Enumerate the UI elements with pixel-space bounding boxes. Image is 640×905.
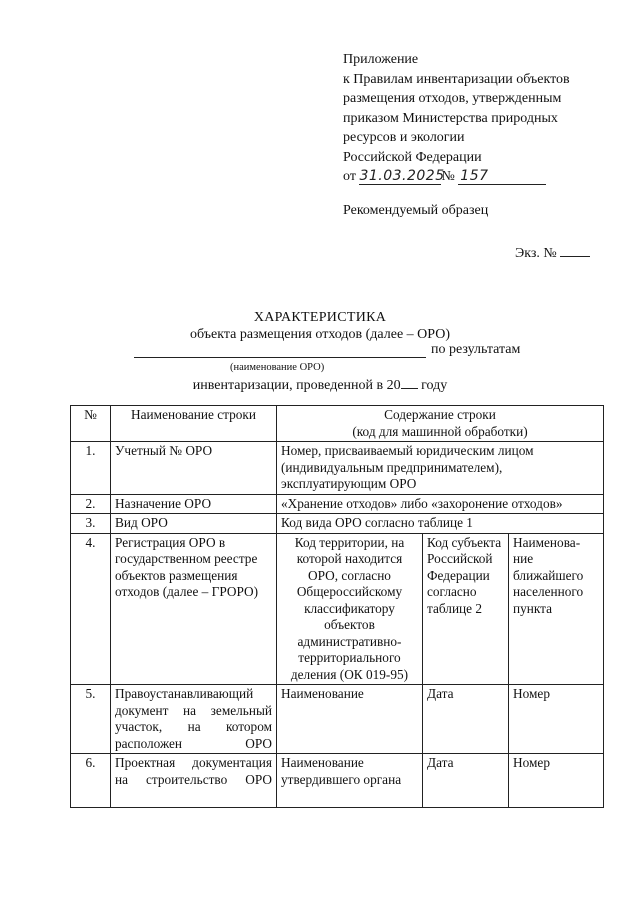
table-row <box>71 494 604 514</box>
row-settlement-name: Наименова-ние ближайшего населенного пункта <box>509 533 604 685</box>
order-number: 157 <box>458 168 546 185</box>
row-num: 5. <box>71 685 111 754</box>
row-project-number: Номер <box>509 754 604 808</box>
document-subtitle: объекта размещения отходов (далее – ОРО) <box>190 327 450 342</box>
row-content: Номер, присваиваемый юридическим лицом (индивидуальным предпринимателем), эксплуатирующим ОРО <box>277 442 604 495</box>
appendix-line: Приложение <box>343 52 419 67</box>
row-doc-name: Наименование <box>277 685 423 754</box>
row-project-date: Дата <box>423 754 509 808</box>
characteristics-table <box>70 405 604 808</box>
table-row <box>71 533 604 685</box>
table-header-row <box>71 406 604 442</box>
document-title: ХАРАКТЕРИСТИКА <box>253 310 387 325</box>
appendix-line: к Правилам инвентаризации объектов <box>343 71 570 87</box>
order-date: 31.03.2025 <box>359 168 445 184</box>
row-approver: Наименование утвердившего органа <box>277 754 423 808</box>
appendix-line: Российской Федерации <box>343 149 482 165</box>
row-name: Регистрация ОРО в государственном реестре объектов размещения отходов (далее – ГРОРО) <box>111 533 277 685</box>
table-row <box>71 754 604 808</box>
order-prefix: от <box>343 169 356 184</box>
row-name: Проектная документация на строительство ОРО <box>111 754 277 808</box>
copy-number-blank <box>560 244 590 257</box>
order-number-sign: № <box>441 169 455 184</box>
order-line <box>343 167 613 187</box>
header-content-line1: Содержание строки <box>384 407 496 422</box>
inventory-prefix: инвентаризации, проведенной в 20 <box>192 378 401 393</box>
table-row <box>71 442 604 495</box>
inventory-line <box>0 376 640 394</box>
appendix-line: приказом Министерства природных <box>343 110 558 126</box>
row-num: 4. <box>71 533 111 685</box>
row-content: «Хранение отходов» либо «захоронение отходов» <box>277 494 604 514</box>
row-name: Правоустанавливающий документ на земельный участок, на котором расположен ОРО <box>111 685 277 754</box>
row-name: Назначение ОРО <box>111 494 277 514</box>
row-num: 2. <box>71 494 111 514</box>
copy-number-label: Экз. № <box>515 246 557 261</box>
row-num: 6. <box>71 754 111 808</box>
year-blank <box>401 376 418 389</box>
oro-name-blank-line <box>134 343 426 358</box>
oro-name-caption: (наименование ОРО) <box>230 362 325 373</box>
results-label: по результатам <box>431 342 521 357</box>
row-content: Код вида ОРО согласно таблице 1 <box>277 514 604 534</box>
recommended-sample-label: Рекомендуемый образец <box>343 203 489 218</box>
row-doc-number: Номер <box>509 685 604 754</box>
header-name: Наименование строки <box>111 406 277 442</box>
row-num: 3. <box>71 514 111 534</box>
header-content <box>277 406 604 442</box>
appendix-line: размещения отходов, утвержденным <box>343 91 562 106</box>
row-subject-code: Код субъекта Российской Федерации согласно таблице 2 <box>423 533 509 685</box>
row-name: Учетный № ОРО <box>111 442 277 495</box>
row-num: 1. <box>71 442 111 495</box>
row-territory-code: Код территории, на которой находится ОРО, согласно Общероссийскому классификатору объектов административно-территориального деления (ОК 019-95) <box>277 533 423 685</box>
row-name: Вид ОРО <box>111 514 277 534</box>
inventory-suffix: году <box>421 378 448 393</box>
table-row <box>71 514 604 534</box>
row-doc-date: Дата <box>423 685 509 754</box>
table-row <box>71 685 604 754</box>
copy-number <box>515 244 590 262</box>
appendix-line: ресурсов и экологии <box>343 130 465 145</box>
appendix-block <box>343 50 613 187</box>
header-num: № <box>71 406 111 442</box>
header-content-line2: (код для машинной обработки) <box>352 423 528 439</box>
